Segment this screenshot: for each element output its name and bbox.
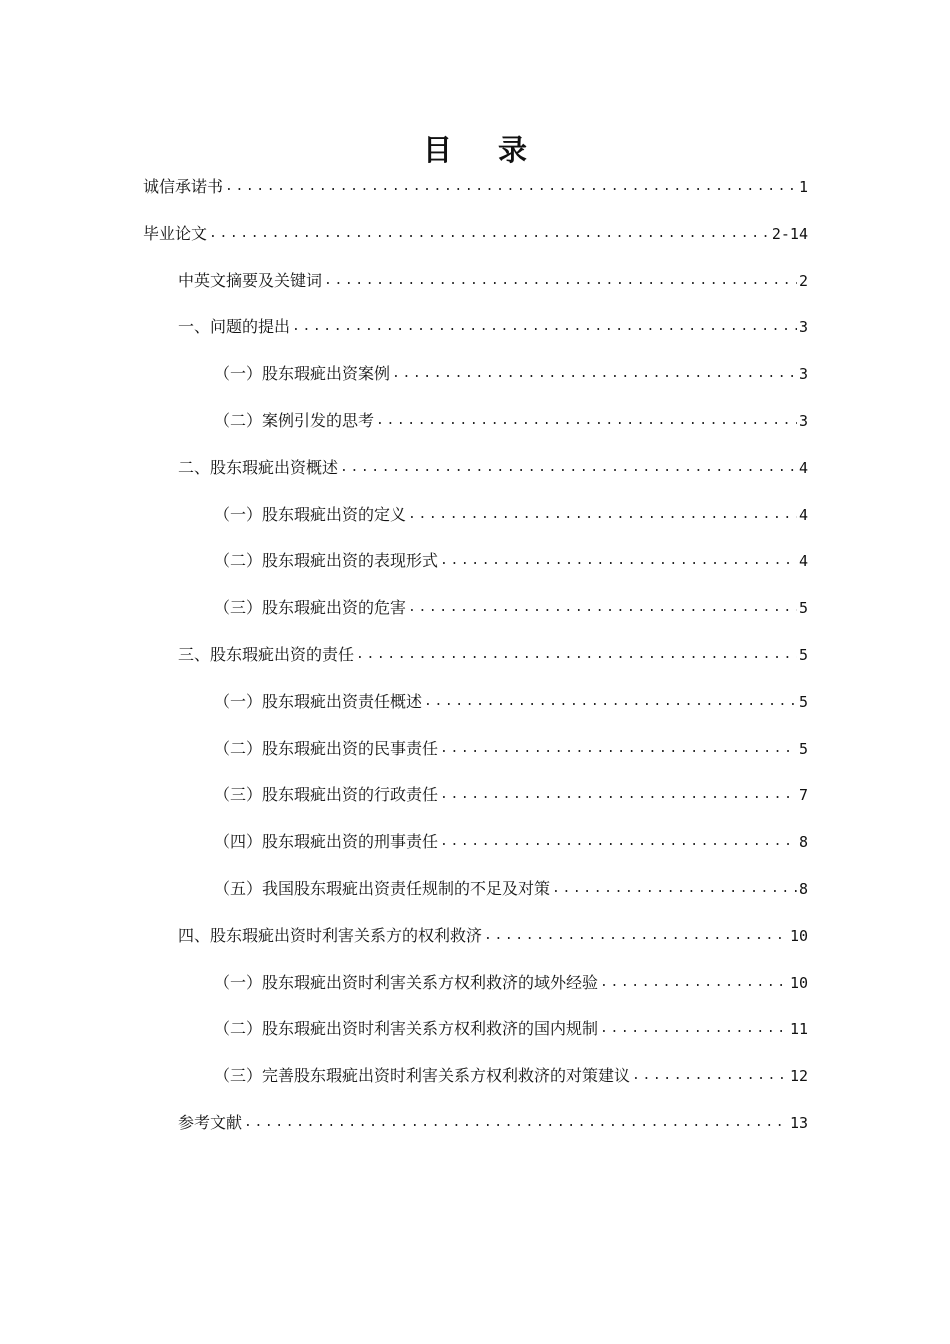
toc-entry-text: 四、股东瑕疵出资时利害关系方的权利救济 — [178, 925, 483, 945]
toc-entry-page: 7 — [798, 786, 808, 805]
toc-entry-page: 3 — [798, 365, 808, 384]
toc-entry-page: 1 — [798, 178, 808, 196]
toc-dot-leader — [552, 878, 797, 900]
toc-entry — [214, 683, 808, 713]
toc-entry-text: 一、问题的提出 — [178, 317, 291, 337]
toc-dot-leader — [408, 597, 797, 619]
toc-entry — [214, 402, 808, 432]
toc-entry-page: 10 — [789, 973, 808, 992]
toc-entry — [214, 776, 808, 806]
toc-dot-leader — [209, 223, 770, 245]
toc-entry-page: 5 — [798, 692, 808, 711]
toc-entry-text: 毕业论文 — [143, 223, 208, 243]
toc-dot-leader — [484, 925, 788, 947]
toc-entry-page: 5 — [798, 599, 808, 618]
toc-dot-leader — [376, 410, 797, 432]
toc-entry — [214, 542, 808, 572]
toc-entry — [214, 589, 808, 619]
toc-entry-text: （二）股东瑕疵出资的表现形式 — [214, 551, 439, 571]
toc-dot-leader — [440, 550, 797, 572]
toc-entry-text: （三）完善股东瑕疵出资时利害关系方权利救济的对策建议 — [214, 1066, 631, 1086]
toc-dot-leader — [408, 504, 797, 526]
toc-entry-text: （五）我国股东瑕疵出资责任规制的不足及对策 — [214, 879, 551, 898]
toc-entry-text: （三）股东瑕疵出资的危害 — [214, 598, 407, 618]
toc-entry-page: 3 — [798, 412, 808, 430]
toc-entry — [214, 823, 808, 853]
toc-dot-leader — [225, 176, 797, 198]
toc-entry-page: 4 — [798, 458, 808, 477]
toc-dot-leader — [324, 270, 797, 292]
toc-entry-text: （一）股东瑕疵出资时利害关系方权利救济的域外经验 — [214, 972, 599, 992]
toc-entry — [178, 1104, 808, 1134]
toc-entry-page: 4 — [798, 505, 808, 524]
toc-dot-leader — [244, 1112, 788, 1134]
toc-entry — [214, 730, 808, 760]
toc-entry-page: 10 — [789, 926, 808, 945]
toc-dot-leader — [600, 1018, 788, 1040]
toc-dot-leader — [392, 363, 797, 385]
toc-dot-leader — [632, 1065, 788, 1087]
toc-entry-text: 三、股东瑕疵出资的责任 — [178, 645, 355, 664]
toc-dot-leader — [440, 831, 797, 853]
toc-entry — [214, 1057, 808, 1087]
toc-dot-leader — [440, 738, 797, 760]
toc-entry-text: （四）股东瑕疵出资的刑事责任 — [214, 832, 439, 852]
toc-entry-page: 11 — [789, 1020, 808, 1039]
toc-entry-text: 参考文献 — [178, 1113, 243, 1132]
toc-entry-page: 8 — [798, 880, 808, 898]
toc-dot-leader — [340, 457, 797, 479]
toc-entry — [143, 168, 808, 198]
toc-entry-text: 诚信承诺书 — [143, 177, 224, 196]
toc-dot-leader — [600, 972, 788, 994]
toc-entry — [178, 449, 808, 479]
toc-entry-text: 中英文摘要及关键词 — [178, 270, 323, 290]
toc-entry — [214, 1010, 808, 1040]
toc-entry-text: （一）股东瑕疵出资的定义 — [214, 504, 407, 524]
toc-entry-text: （三）股东瑕疵出资的行政责任 — [214, 785, 439, 805]
toc-dot-leader — [424, 691, 797, 713]
toc-dot-leader — [440, 784, 797, 806]
toc-entry-text: （二）股东瑕疵出资时利害关系方权利救济的国内规制 — [214, 1019, 599, 1039]
toc-entry-page: 2 — [798, 271, 808, 290]
toc-entry-text: 二、股东瑕疵出资概述 — [178, 457, 339, 477]
toc-entry-page: 12 — [789, 1067, 808, 1086]
toc-title: 目 录 — [422, 133, 546, 167]
toc-entry-page: 3 — [798, 318, 808, 337]
toc-entry — [214, 355, 808, 385]
toc-entry — [178, 262, 808, 292]
toc-entry-text: （一）股东瑕疵出资责任概述 — [214, 691, 423, 711]
toc-entry — [143, 215, 808, 245]
toc-entry — [214, 964, 808, 994]
toc-dot-leader — [292, 316, 797, 338]
toc-entry-text: （二）案例引发的思考 — [214, 411, 375, 430]
toc-entry-page: 2-14 — [771, 224, 808, 243]
toc-entry — [214, 496, 808, 526]
toc-entry — [214, 870, 808, 900]
toc-entry-page: 13 — [789, 1114, 808, 1132]
toc-entry — [178, 917, 808, 947]
toc-entry-page: 4 — [798, 552, 808, 571]
toc-dot-leader — [356, 644, 797, 666]
toc-entry — [178, 308, 808, 338]
toc-entry-text: （二）股东瑕疵出资的民事责任 — [214, 738, 439, 758]
toc-entry-text: （一）股东瑕疵出资案例 — [214, 364, 391, 384]
toc-entry-page: 5 — [798, 739, 808, 758]
toc-entry-page: 5 — [798, 646, 808, 664]
toc-entry — [178, 636, 808, 666]
toc-entry-page: 8 — [798, 833, 808, 852]
